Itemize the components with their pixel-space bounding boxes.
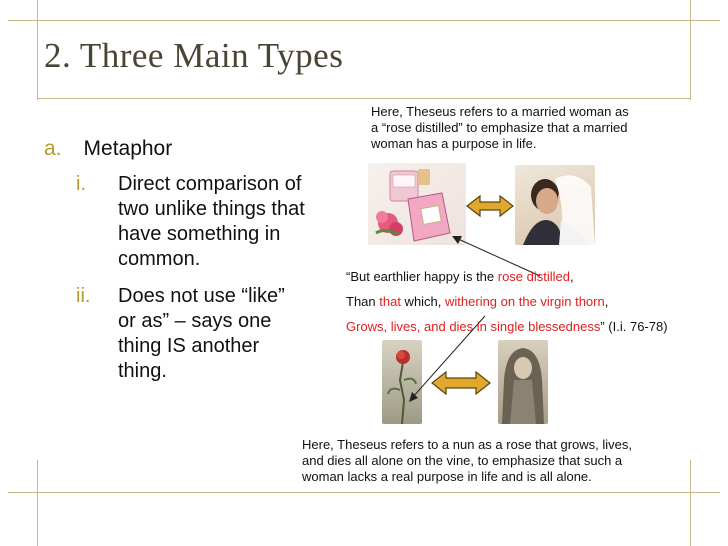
- sub-point-2-line: Does not use “like”: [118, 285, 285, 307]
- quote-text: “But earthlier happy is the: [346, 269, 498, 284]
- sub-point-2-line: or as” – says one: [118, 310, 272, 332]
- double-arrow-icon: [467, 196, 513, 216]
- point-label: Metaphor: [83, 137, 173, 160]
- sub-point-1-line: Direct comparison of: [118, 173, 302, 195]
- note-line: woman has a purpose in life.: [371, 136, 537, 151]
- quote-line-3: [346, 319, 668, 335]
- quote-highlight: rose distilled: [497, 269, 571, 284]
- quote-line-2: [346, 294, 608, 310]
- quote-text: ” (I.i. 76-78): [600, 319, 668, 334]
- sub-point-1-line: have something in: [118, 223, 281, 245]
- note-line: Here, Theseus refers to a married woman as: [371, 104, 629, 119]
- note-line: woman lacks a real purpose in life and is all alone.: [302, 469, 592, 484]
- point-marker: a.: [44, 137, 62, 160]
- double-arrow-icon: [432, 372, 490, 394]
- note-line: and dies all alone on the vine, to emphasize that such a: [302, 453, 623, 468]
- quote-highlight: Grows, lives, and dies in single blessedness: [346, 319, 601, 334]
- sub-point-1-line: common.: [118, 248, 201, 270]
- quote-text: which,: [400, 294, 446, 309]
- note-line: Here, Theseus refers to a nun as a rose that grows, lives,: [302, 437, 632, 452]
- note-nun: [302, 437, 672, 485]
- quote-highlight: that: [379, 294, 401, 309]
- sub-point-1-line: two unlike things that: [118, 198, 305, 220]
- sub-point-2-line: thing.: [118, 360, 167, 382]
- sub-point-1-marker: i.: [76, 173, 86, 195]
- quote-highlight: withering on the virgin thorn: [445, 294, 605, 309]
- sub-point-2-marker: ii.: [76, 285, 91, 307]
- sub-point-2-line: thing IS another: [118, 335, 260, 357]
- quote-text: Than: [346, 294, 380, 309]
- quote-line-1: [346, 269, 574, 285]
- note-line: a “rose distilled” to emphasize that a married: [371, 120, 628, 135]
- quote-text: ,: [570, 269, 574, 284]
- slide-title: 2. Three Main Types: [44, 36, 344, 75]
- quote-text: ,: [604, 294, 609, 309]
